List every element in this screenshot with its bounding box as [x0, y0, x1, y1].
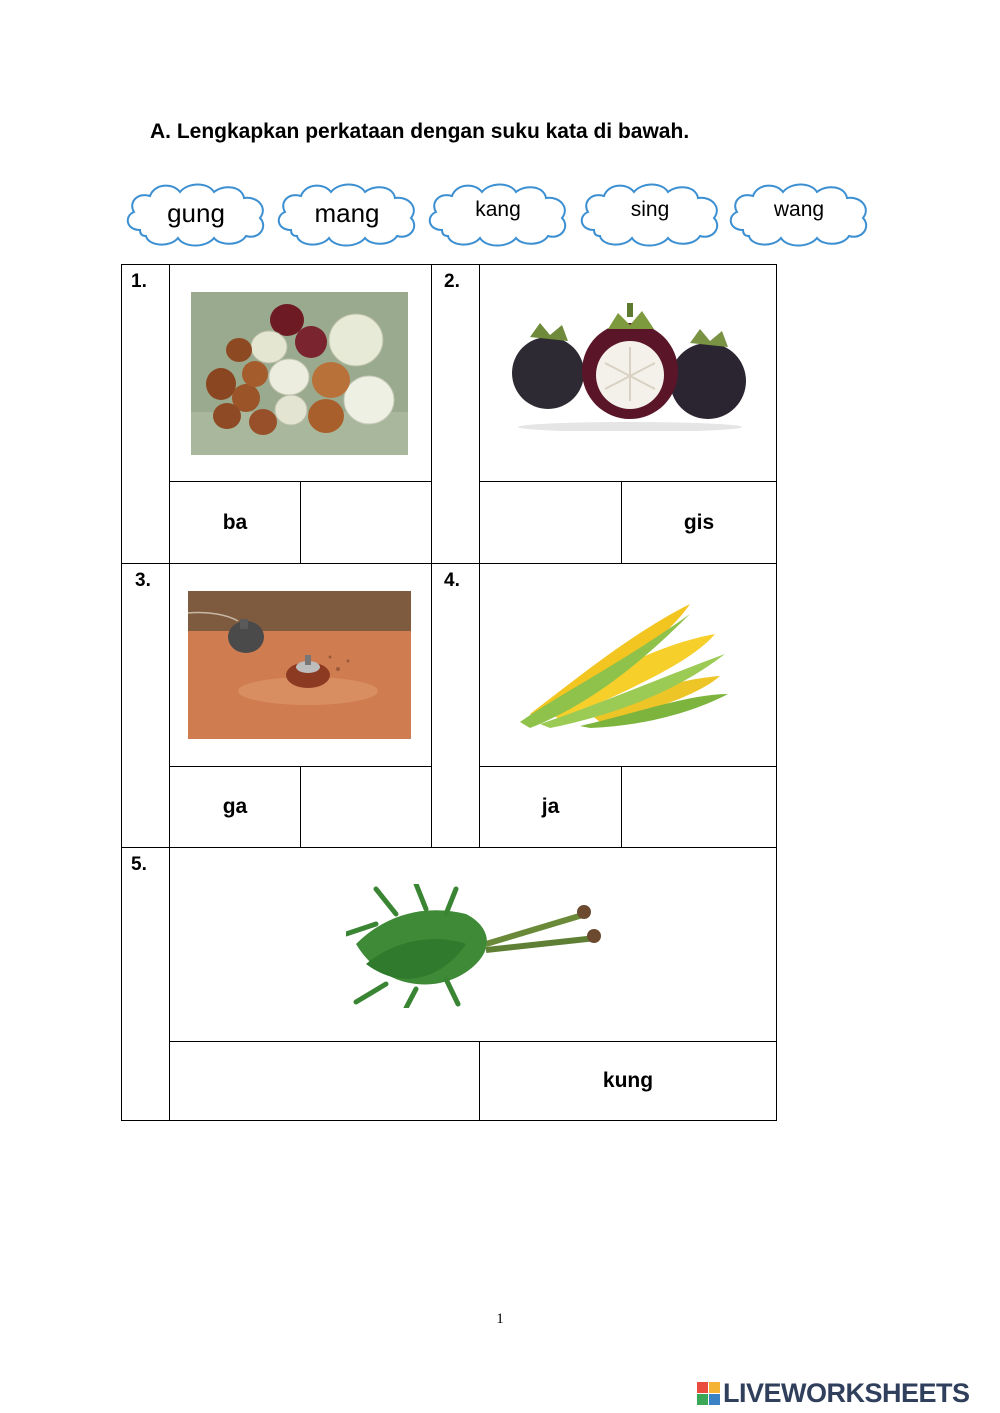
syllable-cell-5-right	[479, 1041, 777, 1121]
mangosteen-image	[510, 301, 750, 431]
picture-cell-3	[169, 563, 432, 767]
syllable-text: ba	[222, 510, 248, 534]
answer-box-3[interactable]	[300, 766, 432, 848]
question-number: 1.	[131, 271, 147, 292]
answer-box-2[interactable]	[479, 481, 622, 564]
syllable-text: kung	[602, 1069, 654, 1092]
word-bank-text: mang	[314, 198, 380, 228]
brand-name: LIVEWORKSHEETS	[723, 1378, 970, 1408]
syllable-text: gis	[683, 510, 715, 534]
word-bank-text: gung	[167, 198, 225, 228]
question-number: 4.	[444, 570, 460, 591]
question-number: 2.	[444, 271, 460, 292]
picture-cell-4	[479, 563, 777, 767]
question-number: 5.	[131, 854, 147, 875]
syllable-text: ga	[222, 795, 248, 818]
question-number-cell	[121, 264, 170, 564]
question-number-cell	[431, 264, 480, 564]
word-bank-text: sing	[630, 198, 670, 221]
syllable-text: ja	[541, 795, 560, 818]
instruction-heading: A. Lengkapkan perkataan dengan suku kata di bawah.	[150, 120, 690, 143]
syllable-cell-3-left	[169, 766, 301, 848]
picture-cell-2	[479, 264, 777, 482]
question-number: 3.	[135, 570, 151, 591]
syllable-cell-1-left	[169, 481, 301, 564]
word-bank-text: kang	[475, 198, 521, 221]
corn-image	[520, 594, 730, 729]
word-bank-cloud-3[interactable]	[424, 178, 572, 250]
syllable-cell-2-right	[621, 481, 777, 564]
liveworksheets-logo[interactable]	[697, 1378, 970, 1409]
question-number-cell	[431, 563, 480, 848]
word-bank-cloud-2[interactable]	[273, 178, 421, 250]
answer-box-1[interactable]	[300, 481, 432, 564]
word-bank-text: wang	[773, 198, 825, 221]
onions-garlic-image	[191, 292, 408, 455]
word-bank-cloud-1[interactable]	[122, 178, 270, 250]
page-number: 1	[496, 1311, 504, 1327]
question-number-cell	[121, 563, 170, 848]
picture-cell-1	[169, 264, 432, 482]
syllable-cell-4-left	[479, 766, 622, 848]
logo-mark-icon	[697, 1382, 721, 1406]
picture-cell-5	[169, 847, 777, 1042]
question-number-cell	[121, 847, 170, 1121]
word-bank-cloud-4[interactable]	[576, 178, 724, 250]
answer-box-4[interactable]	[621, 766, 777, 848]
answer-box-5[interactable]	[169, 1041, 480, 1121]
water-spinach-image	[346, 884, 602, 1008]
spinning-top-image	[188, 591, 411, 739]
word-bank-cloud-5[interactable]	[725, 178, 873, 250]
